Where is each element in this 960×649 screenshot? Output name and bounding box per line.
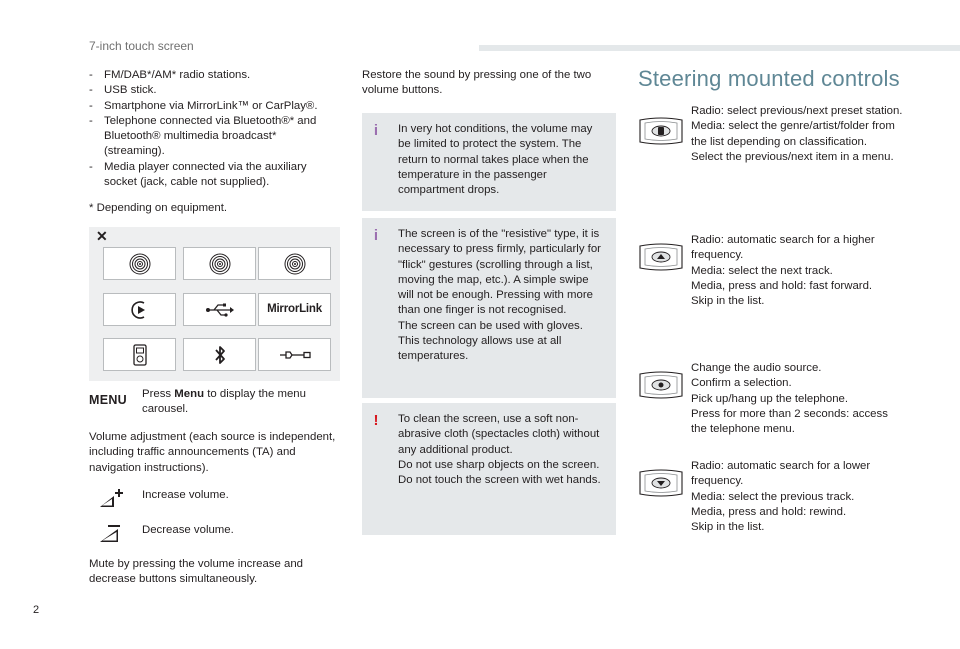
list-item: - Telephone connected via Bluetooth®* and Bluetooth® multimedia broadcast* (streaming). (89, 114, 339, 160)
page-header-title: 7-inch touch screen (89, 39, 194, 53)
radio-fm-tile[interactable] (103, 247, 176, 280)
steering-item-line: Change the audio source. (691, 362, 822, 374)
volume-decrease-text: Decrease volume. (142, 524, 234, 536)
source-carousel (89, 227, 340, 381)
mirrorlink-tile[interactable] (258, 293, 331, 326)
steering-item-line: Radio: automatic search for a higher frequency. (691, 234, 875, 262)
menu-text-post: to display the menu carousel. (142, 388, 306, 416)
media-player-icon (133, 344, 147, 366)
radio-dab-tile[interactable] (183, 247, 256, 280)
close-icon[interactable]: ✕ (96, 228, 108, 244)
mirrorlink-icon: MirrorLink (267, 302, 322, 315)
list-item: - USB stick. (89, 83, 339, 98)
volume-decrease-icon (98, 524, 124, 546)
info-notice (362, 218, 616, 398)
steering-item-line: Pick up/hang up the telephone. (691, 392, 849, 405)
notice-text: The screen can be used with gloves. This technology allows use at all temperatures. (398, 319, 583, 363)
radio-am-tile[interactable] (258, 247, 331, 280)
info-icon: i (373, 122, 379, 139)
steering-item-line: Radio: select previous/next preset station. (691, 105, 903, 117)
steering-item-line: Skip in the list. (691, 295, 765, 308)
aux-jack-icon (278, 349, 312, 361)
media-player-tile[interactable] (103, 338, 176, 371)
steering-item-line: Media, press and hold: rewind. (691, 505, 847, 518)
footnote: * Depending on equipment. (89, 202, 228, 214)
radio-am-icon (284, 253, 306, 275)
steering-item-line: Media: select the genre/artist/folder from the list depending on classification. (691, 120, 895, 148)
steering-item-line: Select the previous/next item in a menu. (691, 150, 894, 163)
volume-mute-text: Mute by pressing the volume increase and decrease buttons simultaneously. (89, 558, 304, 586)
warning-notice (362, 403, 616, 535)
steering-item-text (691, 459, 906, 535)
menu-instruction (142, 387, 342, 418)
notice-text: Do not use sharp objects on the screen. (398, 458, 600, 471)
section-title: Steering mounted controls (638, 66, 900, 91)
notice-text: In very hot conditions, the volume may be limited to protect the system. The return to normal takes place when the temperature in the passenger compartment drops. (398, 123, 593, 197)
volume-increase-text: Increase volume. (142, 489, 229, 501)
steering-item-line: Press for more than 2 seconds: access the telephone menu. (691, 407, 888, 436)
steering-item-line: Radio: automatic search for a lower frequency. (691, 460, 871, 488)
notice-text: The screen is of the "resistive" type, it is necessary to press firmly, particularly for "flick" gestures (scrolling through a list, moving the map, etc.). A simple swipe will not be enough. Pressing with more than one finger is not recognised. (398, 228, 601, 317)
steering-item-line: Confirm a selection. (691, 377, 792, 390)
list-item: - Smartphone via MirrorLink™ or CarPlay®. (89, 99, 339, 114)
info-icon: i (373, 227, 379, 244)
usb-tile[interactable] (183, 293, 256, 326)
list-item: - Media player connected via the auxiliary socket (jack, cable not supplied). (89, 160, 339, 191)
menu-text-pre: Press (142, 388, 175, 400)
steering-button-top-icon (637, 116, 685, 146)
radio-fm-icon (129, 253, 151, 275)
aux-jack-tile[interactable] (258, 338, 331, 371)
steering-item-text (691, 104, 906, 165)
bluetooth-tile[interactable] (183, 338, 256, 371)
menu-key-label: MENU (89, 393, 128, 407)
steering-item-line: Media, press and hold: fast forward. (691, 279, 873, 292)
steering-item-line: Media: select the next track. (691, 264, 833, 277)
bluetooth-icon (213, 344, 227, 366)
list-item: - FM/DAB*/AM* radio stations. (89, 68, 339, 83)
warning-icon: ! (373, 412, 379, 429)
radio-dab-icon (209, 253, 231, 275)
steering-button-up-icon (637, 242, 685, 272)
notice-text: Do not touch the screen with wet hands. (398, 474, 601, 487)
steering-item-text (691, 361, 906, 437)
steering-item-line: Media: select the previous track. (691, 490, 855, 503)
carplay-icon (129, 299, 151, 321)
steering-item-line: Skip in the list. (691, 521, 765, 534)
menu-text-bold: Menu (174, 388, 205, 400)
steering-button-press-icon (637, 370, 685, 400)
usb-icon (205, 302, 235, 318)
volume-intro: Volume adjustment (each source is independent, including traffic announcements (TA) and navigation instructions). (89, 431, 336, 474)
restore-text: Restore the sound by pressing one of the two volume buttons. (362, 69, 592, 97)
steering-item-text (691, 233, 906, 309)
info-notice (362, 113, 616, 211)
steering-button-down-icon (637, 468, 685, 498)
page-number: 2 (33, 604, 40, 616)
notice-text: To clean the screen, use a soft non-abrasive cloth (spectacles cloth) without any additional product. (398, 413, 600, 456)
header-bar (479, 45, 960, 51)
volume-increase-icon (98, 489, 124, 511)
source-list (89, 68, 339, 190)
carplay-tile[interactable] (103, 293, 176, 326)
